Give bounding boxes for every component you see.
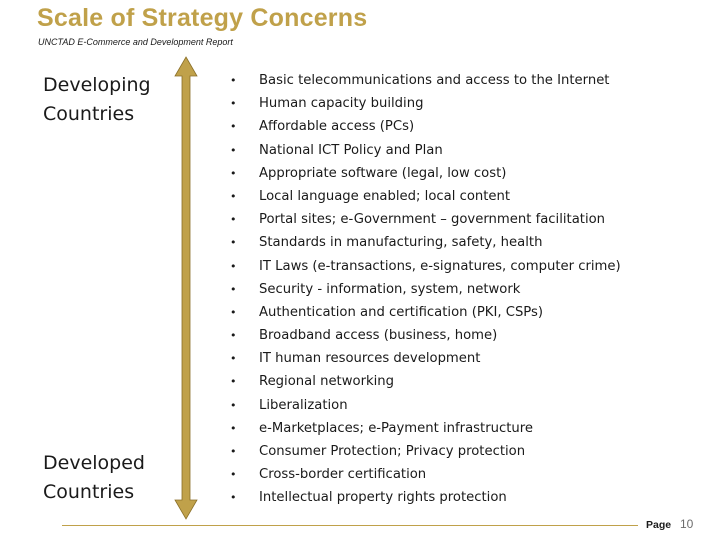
bullet-icon: • (230, 491, 237, 505)
list-item (230, 324, 621, 347)
bottom-scale-label-line-1: Developed (43, 452, 145, 474)
list-item (230, 185, 621, 208)
list-item (230, 394, 621, 417)
bullet-icon: • (230, 375, 237, 389)
list-item-text: Standards in manufacturing, safety, health (259, 235, 543, 251)
list-item (230, 463, 621, 486)
list-item-text: Intellectual property rights protection (259, 490, 507, 506)
strategy-concerns-list (230, 69, 621, 510)
bottom-scale-label-line-2: Countries (43, 481, 135, 503)
list-item (230, 139, 621, 162)
list-item-text: Basic telecommunications and access to the Internet (259, 73, 610, 88)
list-item (230, 208, 621, 231)
list-item-text: Portal sites; e-Government – government facilitation (259, 212, 606, 228)
list-item (230, 92, 621, 115)
list-item (230, 255, 621, 278)
list-item (230, 417, 621, 440)
list-item-text: Appropriate software (legal, low cost) (259, 165, 507, 181)
list-item-text: Local language enabled; local content (259, 188, 511, 204)
list-item (230, 69, 621, 92)
list-item (230, 486, 621, 509)
list-item-text: Authentication and certification (PKI, CSPs) (259, 304, 544, 320)
bullet-icon: • (230, 398, 237, 412)
arrow-shape (175, 57, 197, 519)
top-scale-label (43, 71, 151, 129)
bullet-icon: • (230, 352, 237, 366)
bullet-icon: • (230, 97, 237, 111)
double-headed-arrow-icon (174, 56, 198, 520)
list-item-text: IT human resources development (259, 351, 481, 367)
list-item-text: Cross-border certification (259, 467, 427, 483)
page-label: Page (646, 519, 672, 531)
list-item-text: National ICT Policy and Plan (259, 142, 443, 158)
list-item-text: Security - information, system, network (259, 281, 521, 297)
slide-title: Scale of Strategy Concerns (37, 4, 368, 32)
list-item-text: Regional networking (259, 374, 395, 390)
bullet-icon: • (230, 282, 237, 296)
page-number: 10 (680, 517, 694, 531)
list-item-text: Consumer Protection; Privacy protection (259, 444, 526, 459)
bullet-icon: • (230, 468, 237, 482)
bullet-icon: • (230, 120, 237, 134)
bullet-icon: • (230, 236, 237, 250)
list-item (230, 370, 621, 393)
bullet-icon: • (230, 445, 237, 458)
top-scale-label-line-2: Countries (43, 103, 135, 125)
list-item-text: e-Marketplaces; e-Payment infrastructure (259, 420, 533, 436)
list-item (230, 231, 621, 254)
list-item-text: IT Laws (e-transactions, e-signatures, computer crime) (259, 258, 621, 274)
bullet-icon: • (230, 421, 237, 435)
list-item-text: Broadband access (business, home) (259, 328, 498, 344)
bullet-icon: • (230, 213, 237, 227)
list-item (230, 115, 621, 138)
bullet-icon: • (230, 143, 237, 157)
top-scale-label-line-1: Developing (43, 74, 151, 96)
list-item (230, 162, 621, 185)
slide-subtitle: UNCTAD E-Commerce and Development Report (38, 37, 233, 47)
bottom-scale-label (43, 449, 145, 507)
list-item-text: Liberalization (259, 397, 348, 413)
bullet-icon: • (230, 305, 237, 319)
bullet-icon: • (230, 329, 237, 343)
list-item (230, 278, 621, 301)
bullet-icon: • (230, 166, 237, 180)
list-item-text: Human capacity building (259, 96, 424, 112)
bullet-icon: • (230, 259, 237, 273)
bullet-icon: • (230, 74, 237, 87)
list-item-text: Affordable access (PCs) (259, 119, 415, 135)
list-item (230, 347, 621, 370)
bullet-icon: • (230, 189, 237, 203)
list-item (230, 440, 621, 463)
list-item (230, 301, 621, 324)
footer-divider (62, 525, 638, 526)
